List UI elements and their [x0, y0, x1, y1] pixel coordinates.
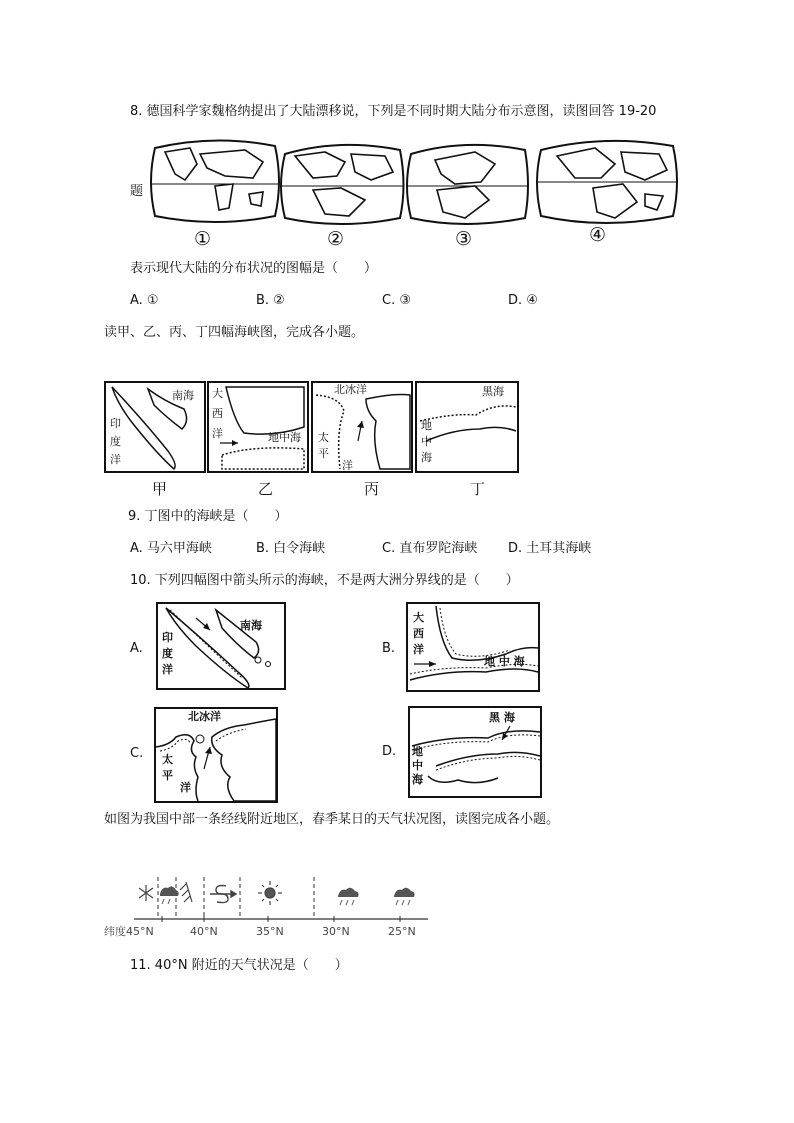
map-label-3: ③: [455, 228, 473, 250]
q10-a-label-yang: 洋: [162, 663, 173, 676]
q9-stem: 9. 丁图中的海峡是（ ）: [128, 509, 288, 524]
jia-label-yang: 洋: [110, 453, 121, 466]
q9-option-a[interactable]: A. 马六甲海峡: [130, 541, 212, 556]
q10-option-a-letter[interactable]: A.: [130, 641, 143, 656]
ding-label-hai: 海: [421, 451, 432, 464]
q10-d-label-heihai: 黑 海: [489, 711, 515, 724]
axis-tick-30: 30°N: [322, 925, 350, 938]
q10-stem: 10. 下列四幅图中箭头所示的海峡，不是两大洲分界线的是（ ）: [130, 573, 519, 588]
rain-icon: [338, 888, 359, 905]
q10-map-d[interactable]: [408, 706, 542, 798]
map-label-2: ②: [327, 228, 345, 250]
ding-label-di: 地: [421, 419, 432, 432]
q10-a-label-yin: 印: [162, 631, 173, 644]
q10-d-label-zhong: 中: [412, 759, 423, 772]
axis-tick-40: 40°N: [190, 925, 218, 938]
q11-stem: 11. 40°N 附近的天气状况是（ ）: [130, 958, 348, 973]
axis-tick-45: 纬度45°N: [104, 925, 154, 938]
q10-c-label-tai: 太: [162, 753, 173, 766]
caption-bing: 丙: [364, 480, 380, 498]
drift-map-3: [407, 145, 529, 224]
q8-option-b[interactable]: B. ②: [256, 293, 285, 308]
axis-tick-35: 35°N: [256, 925, 284, 938]
rain-icon: [394, 888, 415, 905]
caption-yi: 乙: [258, 480, 274, 498]
q10-option-c-letter[interactable]: C.: [130, 746, 144, 761]
q8-option-a[interactable]: A. ①: [130, 293, 159, 308]
q10-b-label-yang: 洋: [413, 643, 424, 656]
ding-label-zhong: 中: [421, 435, 432, 448]
weather-intro: 如图为我国中部一条经线附近地区，春季某日的天气状况图，读图完成各小题。: [104, 812, 560, 827]
q10-a-label-nanhai: 南海: [240, 619, 262, 632]
drift-map-4: [537, 141, 677, 223]
q10-b-label-xi: 西: [413, 627, 424, 640]
q9-option-b[interactable]: B. 白令海峡: [256, 541, 326, 556]
yi-label-dizhonghai: 地中海: [268, 431, 301, 444]
q8-option-d[interactable]: D. ④: [508, 293, 538, 308]
bing-label-beibingyang: 北冰洋: [334, 383, 367, 396]
axis-tick-25: 25°N: [388, 925, 416, 938]
ding-label-heihai: 黑海: [482, 385, 504, 398]
q9-option-d[interactable]: D. 土耳其海峡: [508, 541, 592, 556]
bing-label-yang: 洋: [342, 459, 353, 472]
yi-label-yang: 洋: [212, 427, 223, 440]
q10-d-label-di: 地: [412, 745, 423, 758]
bing-label-ping: 平: [318, 447, 329, 460]
snow-icon: [139, 885, 153, 901]
q10-a-label-du: 度: [162, 647, 173, 660]
q8-question: 表示现代大陆的分布状况的图幅是（ ）: [130, 261, 378, 276]
caption-ding: 丁: [470, 480, 486, 498]
q10-map-a[interactable]: [156, 602, 286, 690]
sandstorm-icon: [210, 886, 236, 903]
q10-map-b[interactable]: [406, 602, 540, 692]
q10-b-label-dizhonghai: 地 中 海: [484, 655, 525, 668]
q10-c-label-ping: 平: [162, 769, 173, 782]
q10-d-label-hai: 海: [412, 773, 423, 786]
map-label-4: ④: [589, 224, 607, 246]
jia-label-yin: 印: [110, 417, 121, 430]
q9-option-c[interactable]: C. 直布罗陀海峡: [382, 541, 478, 556]
drift-map-1: [151, 140, 279, 222]
q8-stem: 8. 德国科学家魏格纳提出了大陆漂移说，下列是不同时期大陆分布示意图，读图回答 19-20: [130, 104, 657, 119]
strait-maps-strip: [104, 381, 520, 473]
q8-stem-continuation: 题: [130, 184, 144, 199]
strait-intro: 读甲、乙、丙、丁四幅海峡图，完成各小题。: [104, 325, 365, 340]
bing-label-tai: 太: [318, 431, 329, 444]
wind-icon: [180, 882, 192, 902]
map-label-1: ①: [194, 228, 212, 250]
q10-c-label-yang: 洋: [180, 781, 191, 794]
yi-label-da: 大: [212, 387, 223, 400]
q10-option-d-letter[interactable]: D.: [382, 744, 397, 759]
caption-jia: 甲: [152, 480, 168, 498]
strait-panel-yi: [208, 382, 308, 472]
drift-map-2: [281, 145, 404, 224]
q10-c-label-beibingyang: 北冰洋: [188, 710, 221, 723]
sunny-icon: [258, 881, 282, 905]
jia-label-nanhai: 南海: [172, 389, 194, 402]
q8-option-c[interactable]: C. ③: [382, 293, 411, 308]
jia-label-du: 度: [110, 435, 121, 448]
q10-b-label-da: 大: [413, 611, 424, 624]
yi-label-xi: 西: [212, 407, 223, 420]
q10-option-b-letter[interactable]: B.: [382, 641, 396, 656]
